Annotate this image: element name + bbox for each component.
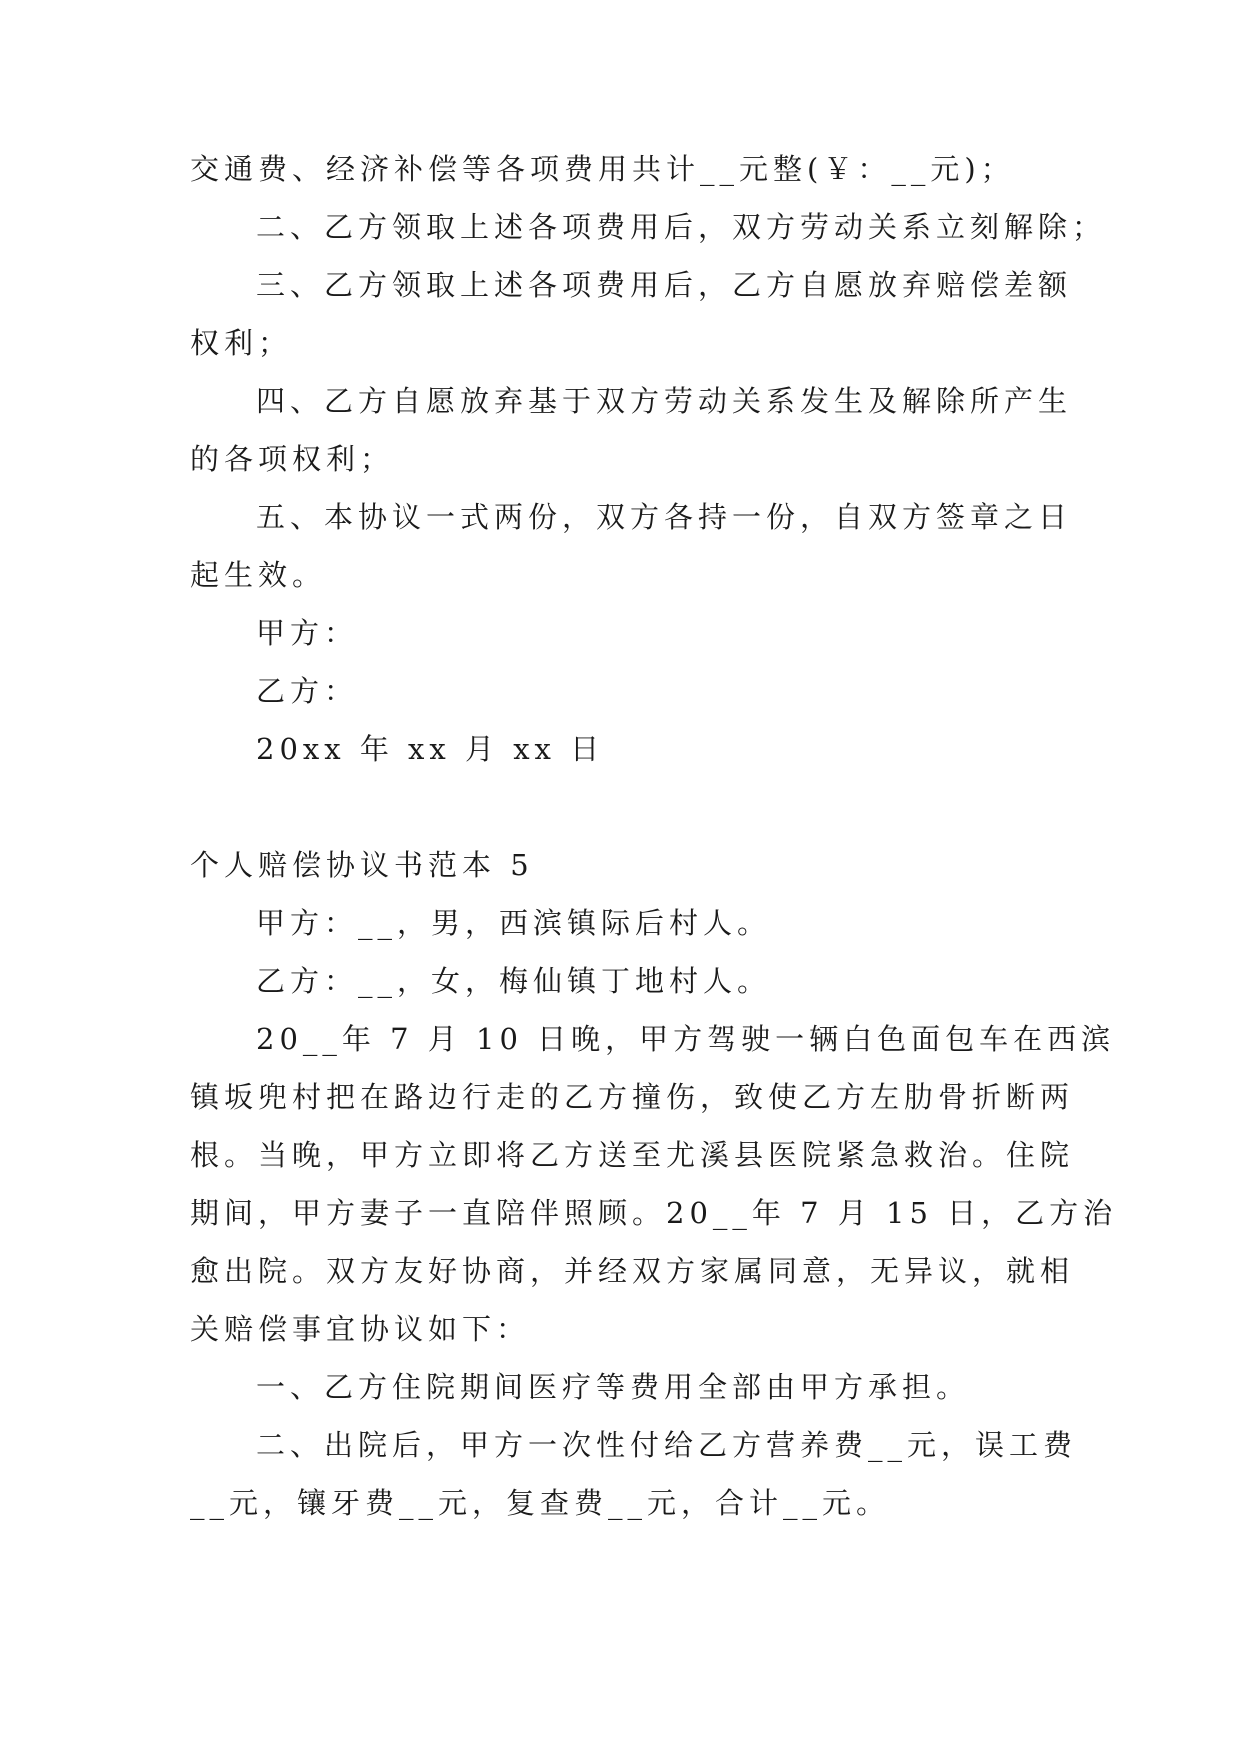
clause-3-line-2: 权利； — [190, 326, 293, 360]
paragraph-line: 愈出院。双方友好协商，并经双方家属同意，无异议，就相 — [190, 1254, 1075, 1288]
agreement-item-2-line-2: __元，镶牙费__元，复查费__元，合计__元。 — [190, 1486, 891, 1520]
party-a-info: 甲方：__，男，西滨镇际后村人。 — [256, 906, 772, 940]
continued-line: 交通费、经济补偿等各项费用共计__元整(￥：__元)； — [190, 152, 1015, 186]
section-title: 个人赔偿协议书范本 5 — [190, 848, 534, 882]
signature-party-b: 乙方： — [256, 674, 359, 708]
clause-4-line-2: 的各项权利； — [190, 442, 395, 476]
section-gap — [190, 778, 1052, 836]
clause-5-line-1: 五、本协议一式两份，双方各持一份，自双方签章之日 — [256, 500, 1073, 534]
agreement-item-1: 一、乙方住院期间医疗等费用全部由甲方承担。 — [256, 1370, 971, 1404]
clause-4-line-1: 四、乙方自愿放弃基于双方劳动关系发生及解除所产生 — [256, 384, 1073, 418]
signature-date: 20xx 年 xx 月 xx 日 — [256, 732, 605, 766]
paragraph-line: 关赔偿事宜协议如下： — [190, 1312, 531, 1346]
party-b-info: 乙方：__，女，梅仙镇丁地村人。 — [256, 964, 772, 998]
clause-5-line-2: 起生效。 — [190, 558, 327, 592]
paragraph-line: 期间，甲方妻子一直陪伴照顾。20__年 7 月 15 日，乙方治 — [190, 1196, 1118, 1230]
clause-2: 二、乙方领取上述各项费用后，双方劳动关系立刻解除； — [256, 210, 1107, 244]
clause-3-line-1: 三、乙方领取上述各项费用后，乙方自愿放弃赔偿差额 — [256, 268, 1073, 302]
signature-party-a: 甲方： — [256, 616, 359, 650]
paragraph-line: 镇坂兜村把在路边行走的乙方撞伤，致使乙方左肋骨折断两 — [190, 1080, 1075, 1114]
paragraph-line: 根。当晚，甲方立即将乙方送至尤溪县医院紧急救治。住院 — [190, 1138, 1075, 1172]
agreement-item-2-line-1: 二、出院后，甲方一次性付给乙方营养费__元，误工费 — [256, 1428, 1078, 1462]
paragraph-line: 20__年 7 月 10 日晚，甲方驾驶一辆白色面包车在西滨 — [256, 1022, 1116, 1056]
document-page — [190, 140, 1118, 1532]
